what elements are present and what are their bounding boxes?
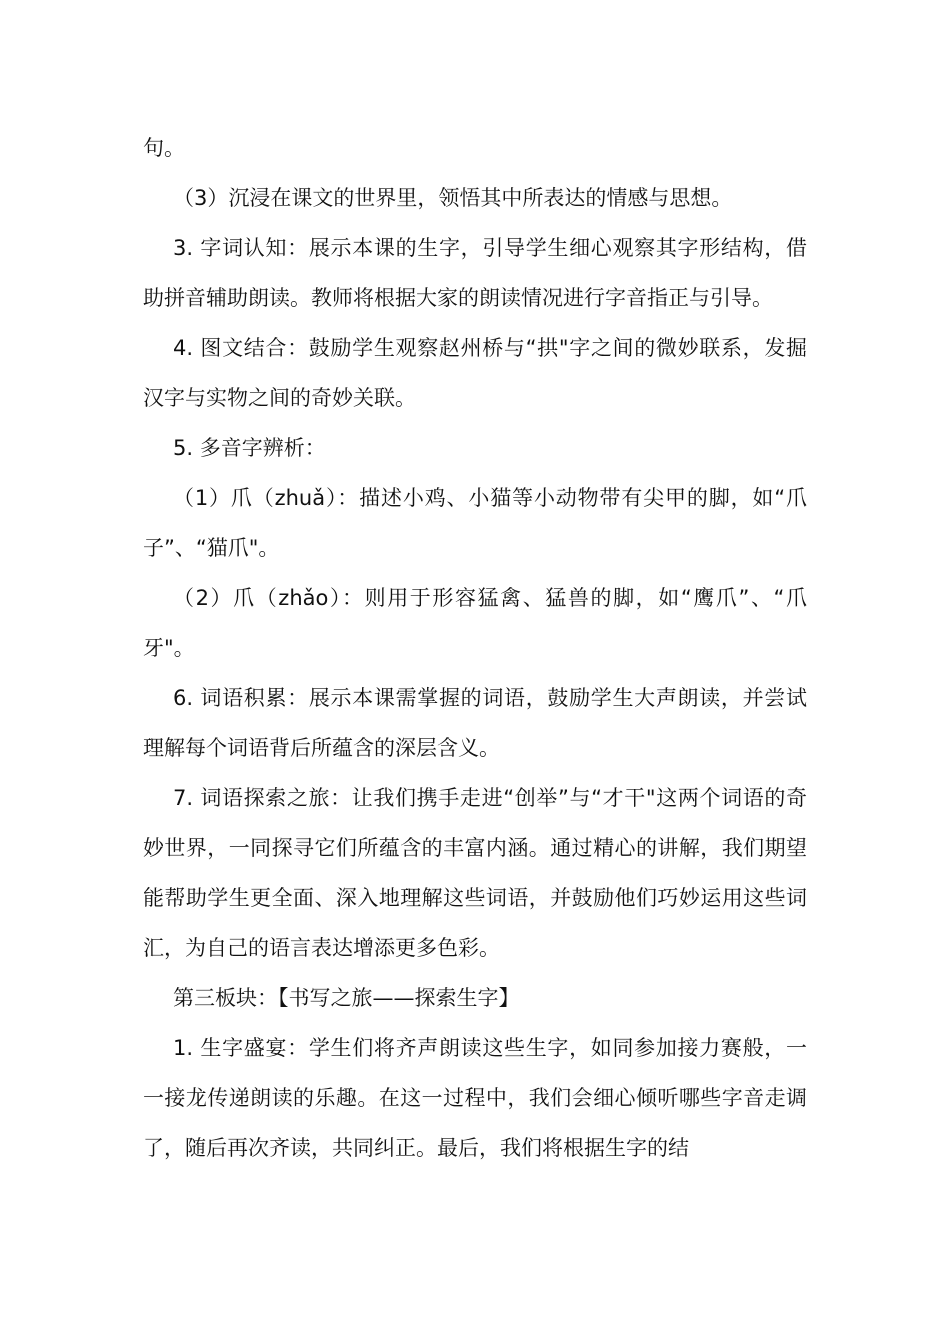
paragraph-word-exploration: 7. 词语探索之旅：让我们携手走进“创举”与“才干"这两个词语的奇妙世界，一同探寻它们所蕴含的丰富内涵。通过精心的讲解，我们期望能帮助学生更全面、深入地理解这些词语，并鼓励他们巧妙运用这些词汇，为自己的语言表达增添更多色彩。 (143, 786, 807, 960)
paragraph-polyphone-zhua: （1）爪（zhuǎ）：描述小鸡、小猫等小动物带有尖甲的脚，如“爪子”、“猫爪"。 (143, 486, 807, 560)
paragraph-character-feast: 1. 生字盛宴：学生们将齐声朗读这些生字，如同参加接力赛般，一一接龙传递朗读的乐趣。在这一过程中，我们会细心倾听哪些字音走调了，随后再次齐读，共同纠正。最后，我们将根据生字的结 (143, 1036, 807, 1160)
paragraph-vocabulary: 6. 词语积累：展示本课需掌握的词语，鼓励学生大声朗读，并尝试理解每个词语背后所蕴含的深层含义。 (143, 686, 807, 760)
paragraph-image-text: 4. 图文结合：鼓励学生观察赵州桥与“拱"字之间的微妙联系，发掘汉字与实物之间的奇妙关联。 (143, 336, 807, 410)
paragraph-goal-3: （3）沉浸在课文的世界里，领悟其中所表达的情感与思想。 (173, 186, 733, 210)
paragraph-character-recognition: 3. 字词认知：展示本课的生字，引导学生细心观察其字形结构，借助拼音辅助朗读。教师将根据大家的朗读情况进行字音指正与引导。 (143, 236, 807, 310)
paragraph-polyphone-zhao: （2）爪（zhǎo）：则用于形容猛禽、猛兽的脚，如“鹰爪”、“爪牙"。 (143, 586, 807, 660)
section-heading-writing: 第三板块：【书写之旅——探索生字】 (173, 986, 520, 1010)
paragraph-polyphone-heading: 5. 多音字辨析： (173, 436, 326, 460)
paragraph-continuation: 句。 (143, 136, 185, 160)
document-body (143, 123, 807, 1173)
